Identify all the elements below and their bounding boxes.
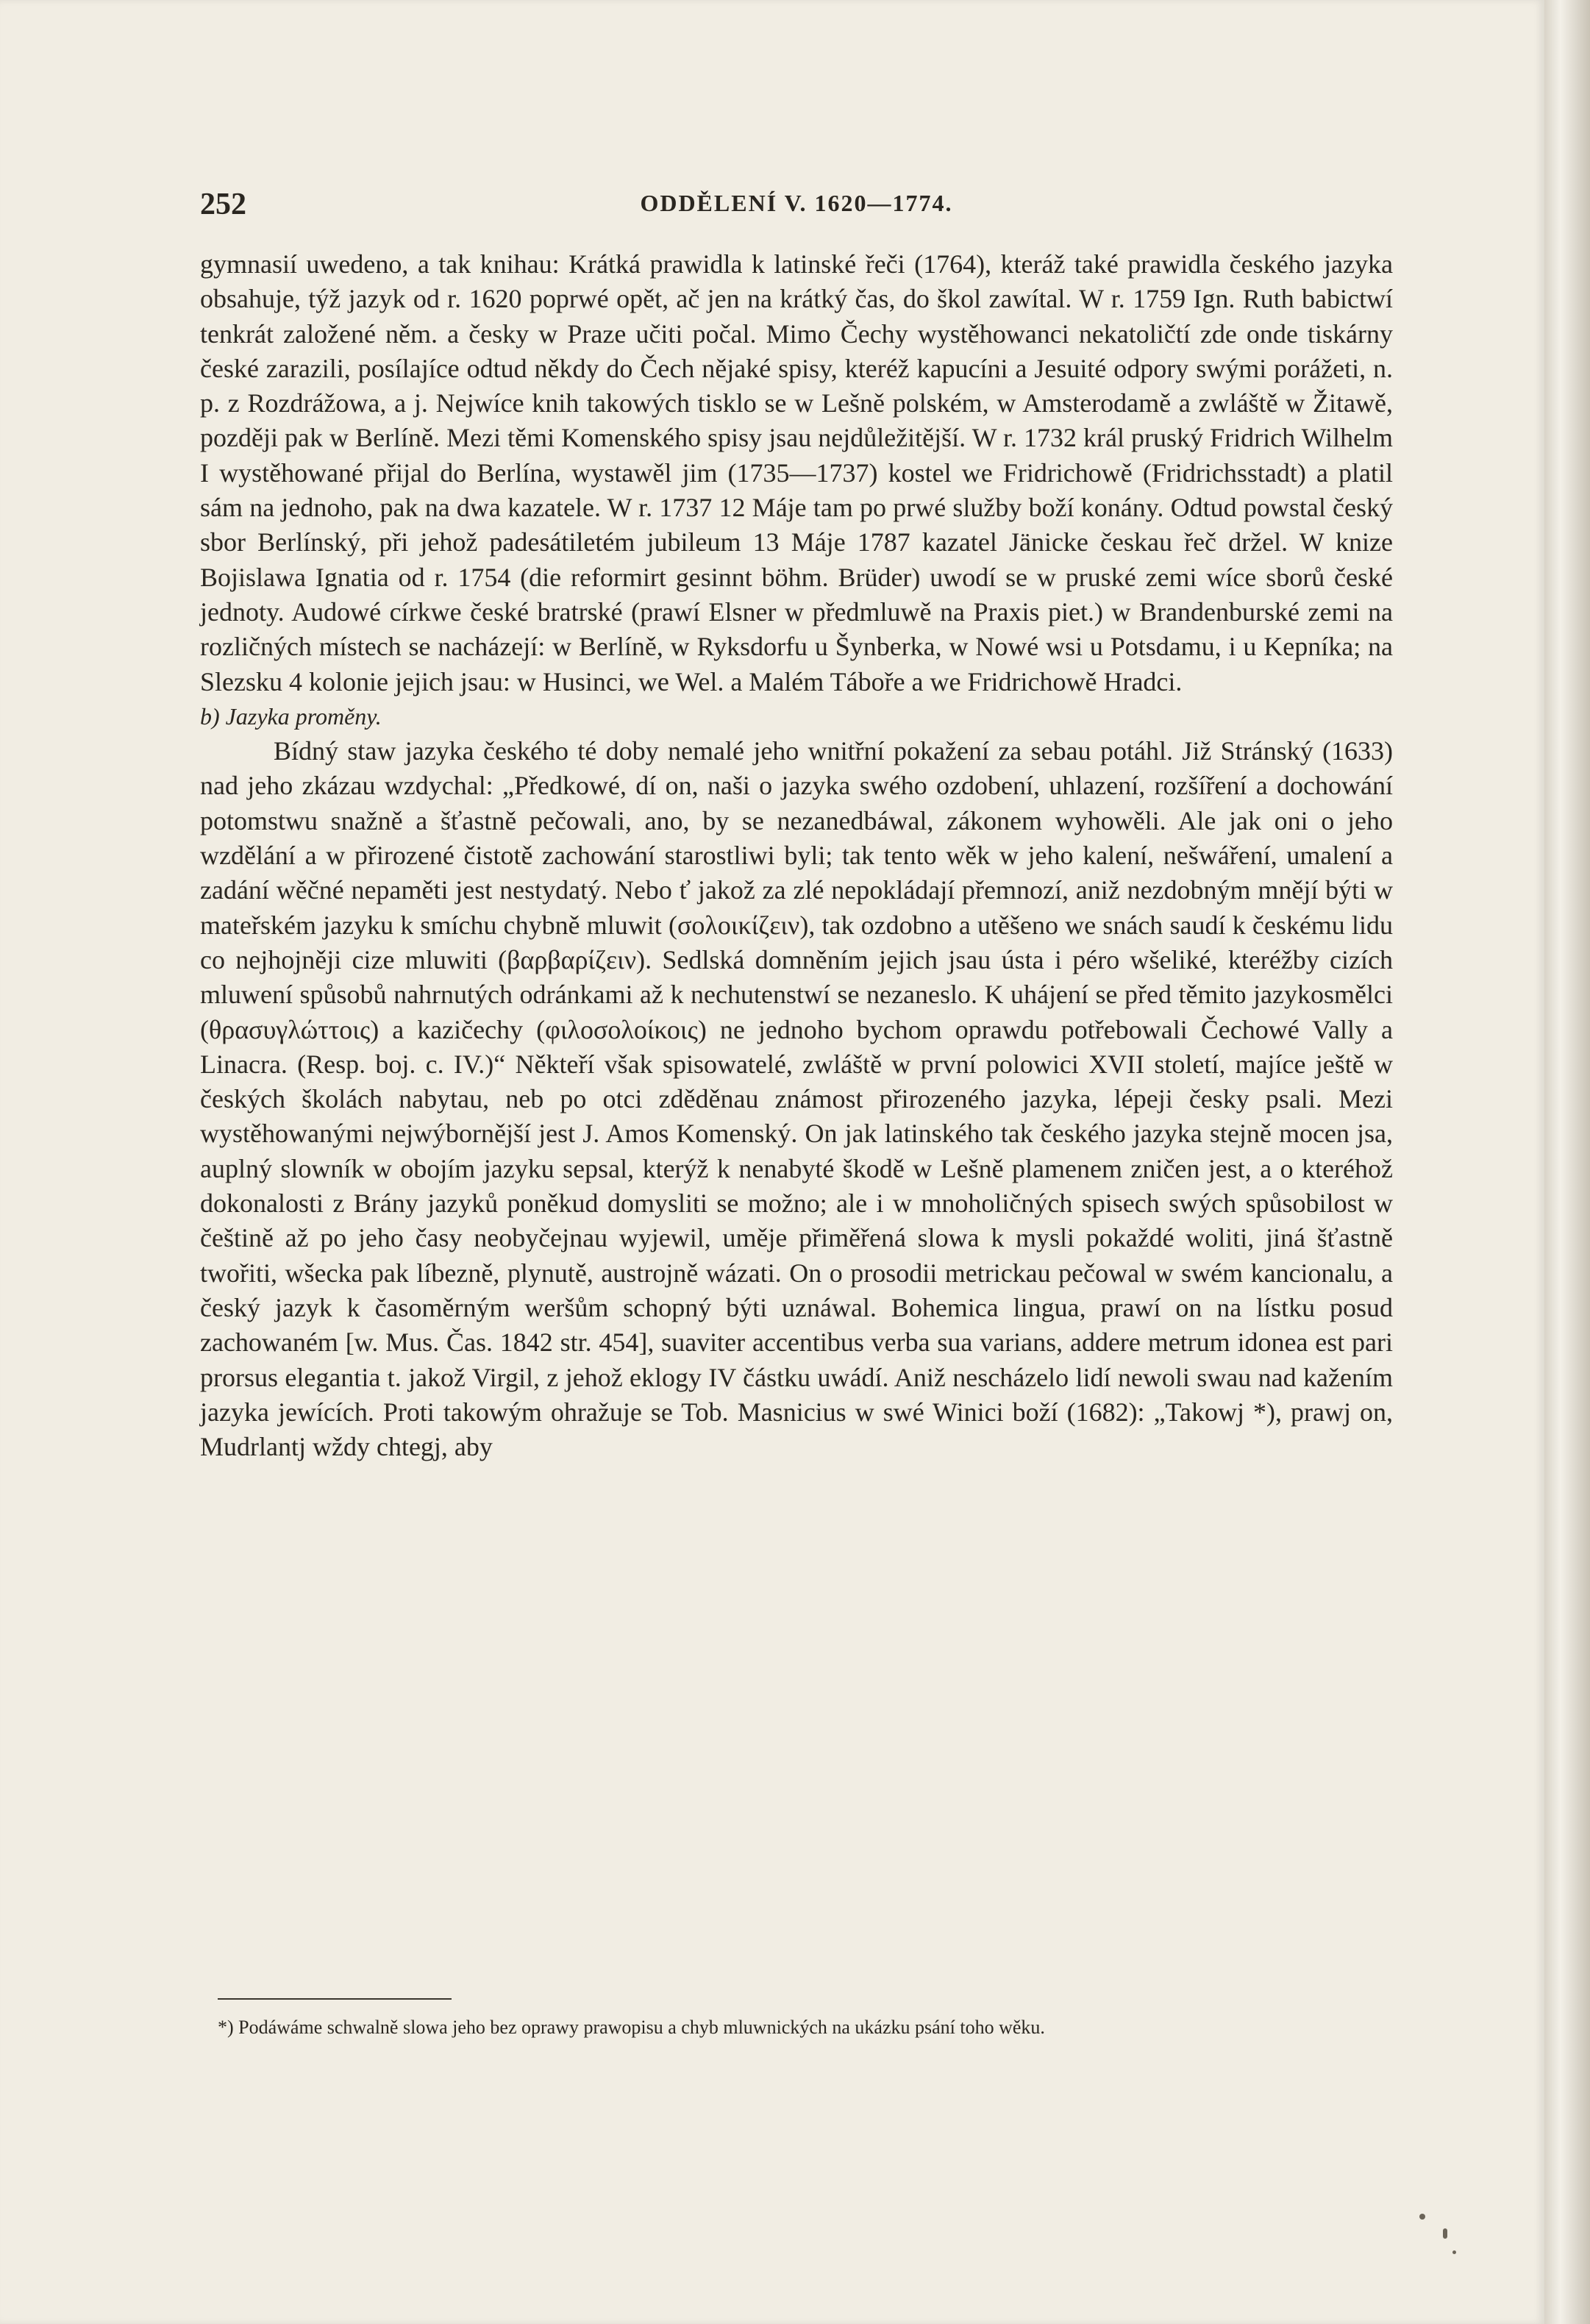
chapter-title: ODDĚLENÍ V. 1620—1774. <box>640 190 953 216</box>
ink-speck <box>1419 2214 1425 2220</box>
ink-speck <box>1443 2228 1447 2239</box>
paragraph-1: gymnasií uwedeno, a tak knihau: Krátká prawidla k latinské řeči (1764), kteráž také prawidla českého jazyka obsahuje, týž jazyk od r. 1620 poprwé opět, ač jen na krátký čas, do škol zawítal. W r. 1759 Ign. Ruth babictwí tenkrát založené něm. a česky w Praze učiti počal. Mimo Čechy wystěhowanci nekatoličtí zde onde tiskárny české zarazili, posílajíce odtud někdy do Čech nějaké spisy, kteréž kapucíni a Jesuité odpory swými porážeti, n. p. z Rozdrážowa, a j. Nejwíce knih takowých tisklo se w Lešně polském, w Amsterodamě a zwláště w Žitawě, později pak w Berlíně. Mezi těmi Komenského spisy jsau nejdůležitější. W r. 1732 král pruský Fridrich Wilhelm I wystěhowané přijal do Berlína, wystawěl jim (1735—1737) kostel we Fridrichowě (Fridrichsstadt) a platil sám na jednoho, pak na dwa kazatele. W r. 1737 12 Máje tam po prwé služby boží konány. Odtud powstal český sbor Berlínský, při jehož padesátiletém jubileum 13 Máje 1787 kazatel Jänicke českau řeč držel. W knize Bojislawa Ignatia od r. 1754 (die reformirt gesinnt böhm. Brüder) uwodí se w pruské zemi wíce sborů české jednoty. Audowé církwe české bratrské (prawí Elsner w předmluwě na Praxis piet.) w Brandenburské zemi na rozličných místech se nacházejí: w Berlíně, w Ryksdorfu u Šynberka, w Nowé wsi u Potsdamu, i u Kepníka; na Slezsku 4 kolonie jejich jsau: w Husinci, we Wel. a Malém Táboře a we Fridrichowě Hradci. <box>200 249 1393 696</box>
body-text <box>200 247 1393 1464</box>
section-heading: b) Jazyka proměny. <box>200 702 382 730</box>
page-edge <box>1544 0 1590 2324</box>
footnote: *) Podáwáme schwalně slowa jeho bez oprawy prawopisu a chyb mluwnických na ukázku psání toho wěku. <box>218 2017 1045 2038</box>
running-head <box>200 187 1393 219</box>
footnote-divider <box>218 1998 452 2000</box>
page-number: 252 <box>200 188 246 221</box>
paragraph-2: Bídný staw jazyka českého té doby nemalé jeho wnitřní pokažení za sebau potáhl. Již Stránský (1633) nad jeho zkázau wzdychal: „Předkowé, dí on, naši o jazyka swého ozdobení, uhlazení, rozšíření a dochowání potomstwu snažně a šťastně pečowali, ano, by se nezanedbáwal, zákonem wyhowěli. Ale jak oni o jeho wzdělání a w přirozené čistotě zachowání starostliwi byli; tak tento wěk w jeho kalení, nešwáření, umalení a zadání wěčné nepaměti jest nestydatý. Nebo ť jakož za zlé nepokládají přemnozí, aniž nezdobným mnějí býti w mateřském jazyku k smíchu chybně mluwit (σολοικίζειν), tak ozdobno a utěšeno we snách saudí k českému lidu co nejhojněji cize mluwiti (βαρβαρίζειν). Sedlská domněním jejich jsau ústa i péro wšeliké, kteréžby cizích mluwení spůsobů nahrnutých odránkami až k nechutenstwí se nezaneslo. K uhájení se před těmito jazykosmělci (θρασυγλώττοις) a kazičechy (φιλοσολοίκοις) ne jednoho bychom oprawdu potřebowali Čechowé Vally a Linacra. (Resp. boj. c. IV.)“ Někteří však spisowatelé, zwláště w první polowici XVII století, majíce ještě w českých školách nabytau, neb po otci zděděnau známost přirozeného jazyka, lépeji česky psali. Mezi wystěhowanými nejwýbornější jest J. Amos Komenský. On jak latinského tak českého jazyka stejně mocen jsa, auplný slowník w obojím jazyku sepsal, kterýž k nenabyté škodě w Lešně plamenem zničen jest, a o kteréhož dokonalosti z Brány jazyků poněkud domysliti se možno; ale i w mnoholičných spisech swých spůsobilost w češtině až po jeho časy neobyčejnau wyjewil, uměje přiměřená slowa k mysli pokaždé woliti, jiná šťastně twořiti, wšecka pak líbezně, plynutě, austrojně wázati. On o prosodii metrickau pečowal w swém kancionalu, a český jazyk k časoměrným weršům schopný býti uznáwal. Bohemica lingua, prawí on na lístku posud zachowaném [w. Mus. Čas. 1842 str. 454], suaviter accentibus verba sua varians, addere metrum idonea est pari prorsus elegantia t. jakož Virgil, z jehož eklogy IV částku uwádí. Aniž nescházelo lidí newoli swau nad kažením jazyka jewících. Proti takowým ohražuje se Tob. Masnicius w swé Winici boží (1682): „Takowj *), prawj on, Mudrlantj wždy chtegj, aby <box>200 736 1393 1462</box>
ink-speck <box>1452 2250 1456 2254</box>
